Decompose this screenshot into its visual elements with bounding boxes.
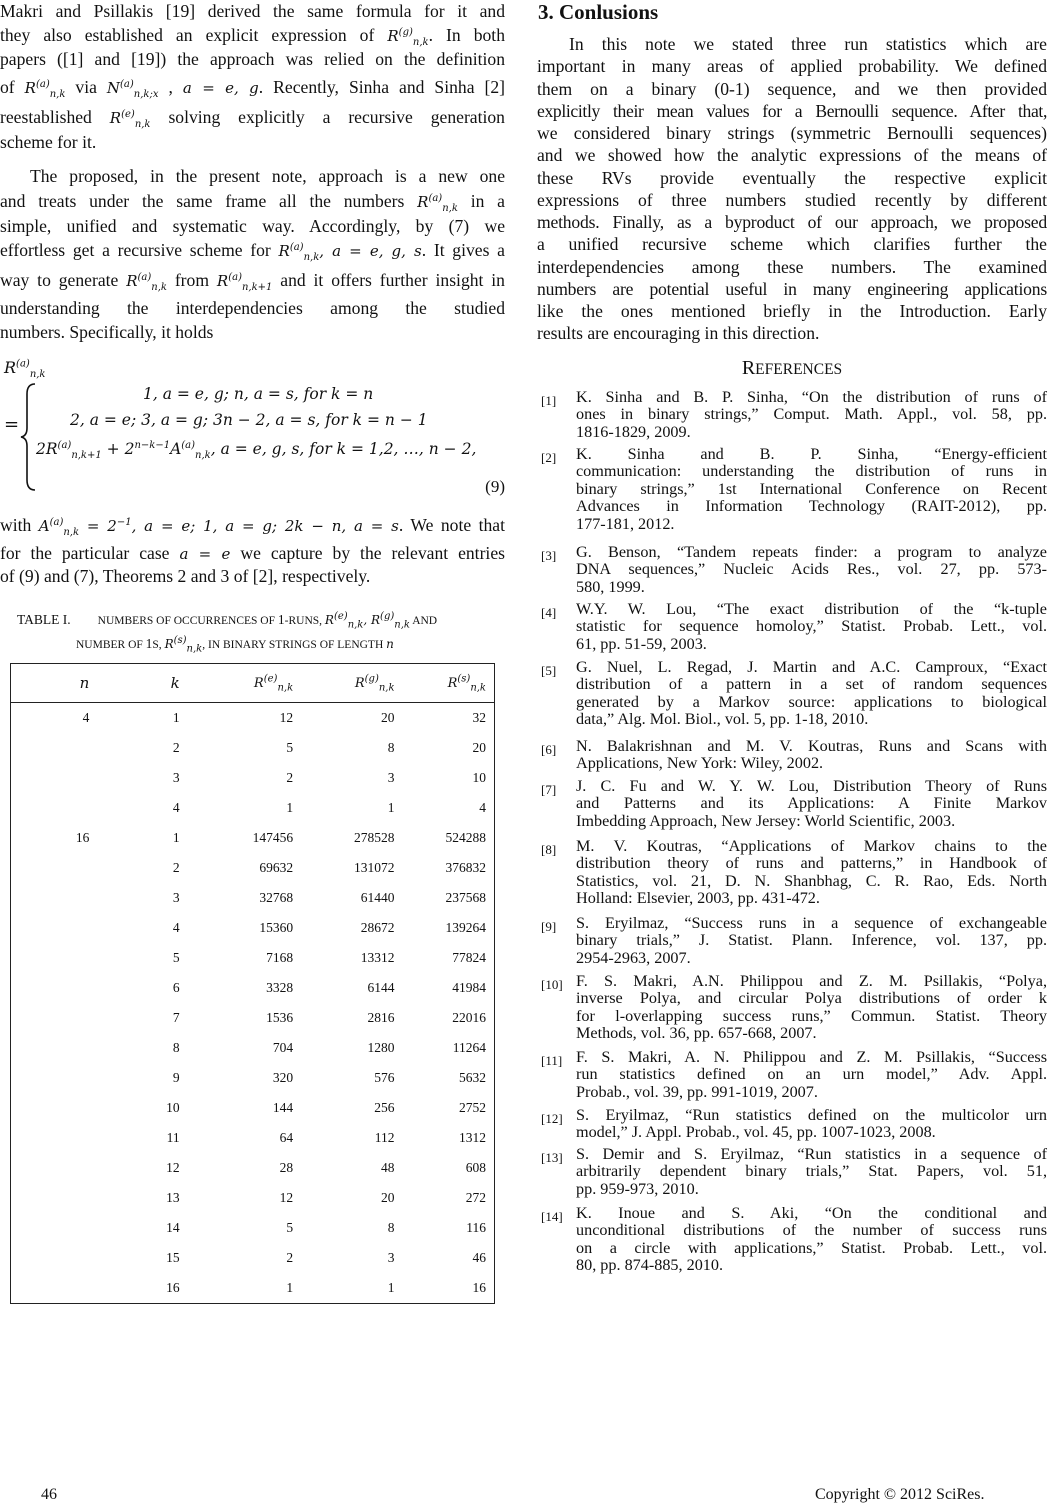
cell-rs: 376832 xyxy=(445,860,486,875)
cell-n xyxy=(11,1243,90,1273)
equation-case-2: 2, a = e; 3, a = g; 3n − 2, a = s, for k = n − 1 xyxy=(70,411,428,429)
reference-line: on a circle with applications,” Statist. Probab. Lett., vol. xyxy=(576,1238,1047,1257)
cell-rs: 2752 xyxy=(459,1100,486,1115)
cell-rg: 3 xyxy=(387,770,395,785)
text-line: In this note we stated three run statistics which are xyxy=(569,34,1047,54)
equation-case-3: $2R^{(a)}_{n,k+1} + 2^{n-k-1}A^{(a)}_{n,k}$, a = e, g, s, for k = 1,2, …, n − 2, xyxy=(36,439,477,462)
cell-k: 16 xyxy=(166,1280,180,1295)
cell-n xyxy=(11,1273,90,1304)
left-brace xyxy=(19,382,39,492)
reference-text xyxy=(576,838,1047,908)
cell-n xyxy=(11,1033,90,1063)
cell-rs: 139264 xyxy=(445,920,486,935)
text-line: and we showed how the analytic expressions of the means of xyxy=(537,145,1047,165)
table-row xyxy=(11,1183,495,1213)
equals-sign: = xyxy=(4,414,20,435)
reference-line: Methods, vol. 36, pp. 657-668, 2007. xyxy=(576,1024,817,1043)
cell-n xyxy=(11,973,90,1003)
reference-line: Advances in Information Technology (RAIT-2012), pp. xyxy=(576,497,1047,516)
reference-line: S. Eryilmaz, “Run statistics defined on the multicolor urn xyxy=(576,1106,1047,1124)
reference-text xyxy=(576,738,1047,773)
cell-re: 5 xyxy=(286,1220,294,1235)
header-k: k xyxy=(89,664,179,703)
cell-rs: 46 xyxy=(472,1250,486,1265)
cell-rs: 11264 xyxy=(452,1040,486,1055)
cell-k: 14 xyxy=(166,1220,180,1235)
table-row xyxy=(11,1093,495,1123)
text-line: explicitly their mean values for a Bernoulli sequence. After that, xyxy=(537,101,1047,121)
cell-re: 320 xyxy=(272,1070,294,1085)
table-row xyxy=(11,733,495,763)
reference-line: G. Benson, “Tandem repeats finder: a program to analyze xyxy=(576,543,1047,561)
reference-line: pp. 959-973, 2010. xyxy=(576,1179,699,1198)
references-heading-rest: EFERENCES xyxy=(755,361,843,378)
table-header-row xyxy=(11,664,495,703)
table-row xyxy=(11,823,495,853)
reference-text xyxy=(576,915,1047,967)
text-line: a unified recursive scheme which clarifies further the xyxy=(537,234,1047,254)
cell-n xyxy=(11,1123,90,1153)
reference-line: unconditional distributions of the number of success runs xyxy=(576,1221,1047,1240)
cell-rg: 3 xyxy=(387,1250,395,1265)
text-line: numbers. Specifically, it holds xyxy=(0,322,214,342)
reference-text xyxy=(576,1049,1047,1101)
cell-rs: 16 xyxy=(472,1280,486,1295)
cell-k: 7 xyxy=(172,1010,180,1025)
cell-k: 1 xyxy=(172,830,180,845)
reference-line: K. Sinha and B. P. Sinha, “On the distribution of runs of xyxy=(576,388,1047,406)
cell-rg: 1 xyxy=(387,800,395,815)
reference-line: DNA sequences,” Nucleic Acids Res., vol. 27, pp. 573- xyxy=(576,560,1047,579)
reference-text xyxy=(576,389,1047,441)
cell-rs: 524288 xyxy=(445,830,486,845)
cell-n xyxy=(11,913,90,943)
reference-line: 2954-2963, 2007. xyxy=(576,948,691,967)
cell-k: 13 xyxy=(166,1190,180,1205)
reference-number: [3] xyxy=(541,548,557,563)
reference-number: [1] xyxy=(541,393,557,408)
reference-line: distribution theory of runs and patterns,” in Handbook of xyxy=(576,854,1047,873)
table-row xyxy=(11,1153,495,1183)
text-line: papers ([1] and [19]) the approach was relied on the definition xyxy=(0,49,505,69)
cell-rg: 8 xyxy=(387,740,395,755)
cell-rs: 77824 xyxy=(452,950,486,965)
reference-line: arbitrarily dependent binary trials,” Stat. Papers, vol. 51, xyxy=(576,1162,1047,1181)
reference-line: Probab., vol. 39, pp. 991-1019, 2007. xyxy=(576,1082,818,1101)
cell-rs: 41984 xyxy=(452,980,486,995)
cell-rs: 20 xyxy=(472,740,486,755)
reference-text xyxy=(576,659,1047,729)
cell-n xyxy=(11,763,90,793)
reference-line: for l-overlapping success runs,” Commun. Statist. Theory xyxy=(576,1006,1047,1025)
cell-n xyxy=(11,883,90,913)
reference-text xyxy=(576,601,1047,653)
reference-line: S. Demir and S. Eryilmaz, “Run statistics in a sequence of xyxy=(576,1145,1047,1163)
table-row xyxy=(11,763,495,793)
cell-rg: 20 xyxy=(381,710,395,725)
cell-re: 64 xyxy=(279,1130,294,1145)
text-line: effortless get a recursive scheme for $R^{(a)}_{n,k}$, a = e, g, s. It gives a xyxy=(0,240,505,263)
text-line: understanding the interdependencies among the studied xyxy=(0,298,505,318)
text-line: with $A^{(a)}_{n,k} = 2^{-1}$, a = e; 1, a = g; 2k − n, a = s. We note that xyxy=(0,515,506,538)
caption-line-1: TABLE I. NUMBERS OF OCCURRENCES OF 1-RUNS, $R^{(e)}_{n,k}$, $R^{(g)}_{n,k}$ AND xyxy=(17,611,438,631)
cell-rg: 6144 xyxy=(367,980,395,995)
cell-rs: 10 xyxy=(472,770,486,785)
reference-line: model,” J. Appl. Probab., vol. 45, pp. 1007-1023, 2008. xyxy=(576,1123,936,1142)
cell-rg: 61440 xyxy=(360,890,395,905)
reference-text xyxy=(576,973,1047,1043)
text-line: methods. Finally, as a byproduct of our approach, we proposed xyxy=(537,212,1047,232)
equation-case-1: 1, a = e, g; n, a = s, for k = n xyxy=(143,385,374,403)
reference-number: [7] xyxy=(541,782,557,797)
table-body xyxy=(11,703,495,1304)
cell-n: 16 xyxy=(75,830,90,845)
text-line: scheme for it. xyxy=(0,132,97,152)
cell-rg: 2816 xyxy=(367,1010,395,1025)
reference-line: K. Sinha and B. P. Sinha, “Energy-efficient xyxy=(576,445,1047,463)
equation-number: (9) xyxy=(485,477,505,496)
text-line: of (9) and (7), Theorems 2 and 3 of [2], respectively. xyxy=(0,566,371,586)
cell-re: 704 xyxy=(272,1040,294,1055)
cell-n xyxy=(11,943,90,973)
cell-n xyxy=(11,793,90,823)
reference-line: binary trials,” J. Statist. Plann. Inference, vol. 137, pp. xyxy=(576,931,1047,950)
reference-number: [13] xyxy=(541,1150,563,1165)
cell-rg: 1 xyxy=(387,1280,395,1295)
cell-re: 5 xyxy=(286,740,294,755)
reference-line: F. S. Makri, A. N. Philippou and Z. M. Psillakis, “Success xyxy=(576,1048,1047,1066)
reference-line: W.Y. W. Lou, “The exact distribution of the “k-tuple xyxy=(576,600,1047,618)
reference-number: [8] xyxy=(541,842,557,857)
reference-line: S. Eryilmaz, “Success runs in a sequence of exchangeable xyxy=(576,914,1047,932)
table-row xyxy=(11,1123,495,1153)
reference-line: Holland: Elsevier, 2003, pp. 431-472. xyxy=(576,889,820,908)
reference-line: 61, pp. 51-59, 2003. xyxy=(576,634,707,653)
reference-line: Applications, New York: Wiley, 2002. xyxy=(576,754,824,773)
table-row xyxy=(11,1063,495,1093)
reference-line: and Patterns and its Applications: A Finite Markov xyxy=(576,794,1047,813)
cell-n xyxy=(11,1003,90,1033)
cell-rg: 256 xyxy=(374,1100,395,1115)
cell-rg: 112 xyxy=(374,1130,395,1145)
cell-n xyxy=(11,1093,90,1123)
cell-re: 12 xyxy=(279,1190,294,1205)
cell-rg: 576 xyxy=(374,1070,395,1085)
cell-re: 15360 xyxy=(259,920,294,935)
reference-line: K. Inoue and S. Aki, “On the conditional and xyxy=(576,1204,1047,1222)
cell-rs: 237568 xyxy=(445,890,486,905)
text-line: them on a binary (0-1) sequence, and we then provided xyxy=(537,79,1047,99)
reference-line: ones in binary strings,” Comput. Math. Appl., vol. 58, pp. xyxy=(576,405,1047,424)
cell-k: 6 xyxy=(172,980,180,995)
equation-9 xyxy=(0,352,505,497)
reference-line: communication: understanding the distribution of runs in xyxy=(576,462,1047,481)
table-row xyxy=(11,1003,495,1033)
references-heading-initial: R xyxy=(741,357,756,379)
page-number: 46 xyxy=(41,1486,57,1503)
cell-n xyxy=(11,1183,90,1213)
cell-rs: 22016 xyxy=(452,1010,486,1025)
table-row xyxy=(11,913,495,943)
reference-text xyxy=(576,1107,1047,1142)
cell-re: 1536 xyxy=(266,1010,294,1025)
cell-n xyxy=(11,733,90,763)
reference-line: 177-181, 2012. xyxy=(576,514,675,533)
cell-k: 11 xyxy=(166,1130,180,1145)
reference-line: 80, pp. 874-885, 2010. xyxy=(576,1256,724,1275)
reference-line: J. C. Fu and W. Y. W. Lou, Distribution Theory of Runs xyxy=(576,777,1047,795)
reference-number: [10] xyxy=(541,977,563,992)
text-line: reestablished $R^{(e)}_{n,k}$ solving explicitly a recursive generation xyxy=(0,107,505,130)
reference-line: N. Balakrishnan and M. V. Koutras, Runs and Scans with xyxy=(576,737,1047,755)
reference-line: binary strings,” 1st International Conference on Recent xyxy=(576,479,1047,498)
reference-line: Imbedding Approach, New Jersey: World Scientific, 2003. xyxy=(576,811,956,830)
cell-rg: 13312 xyxy=(360,950,395,965)
text-line: interdependencies among these numbers. The examined xyxy=(537,257,1047,277)
cell-re: 1 xyxy=(286,800,294,815)
table-row xyxy=(11,1213,495,1243)
cell-re: 3328 xyxy=(266,980,294,995)
cell-re: 69632 xyxy=(259,860,294,875)
cell-rg: 131072 xyxy=(354,860,395,875)
cell-k: 3 xyxy=(172,770,180,785)
table-row xyxy=(11,973,495,1003)
text-line: way to generate $R^{(a)}_{n,k}$ from $R^{(a)}_{n,k+1}$ and it offers further insight in xyxy=(0,270,505,293)
reference-line: 580, 1999. xyxy=(576,577,645,596)
reference-line: distribution of a pattern in a set of random sequences xyxy=(576,675,1047,694)
reference-text xyxy=(576,1146,1047,1198)
cell-rs: 116 xyxy=(466,1220,486,1235)
cell-re: 1 xyxy=(286,1280,294,1295)
cell-n xyxy=(11,1213,90,1243)
text-line: we considered binary strings (symmetric Bernoulli sequences) xyxy=(537,123,1047,143)
text-line: simple, unified and systematic way. Accordingly, by (7) we xyxy=(0,216,505,236)
table-row xyxy=(11,1273,495,1304)
cell-re: 144 xyxy=(272,1100,294,1115)
header-re: $R^{(e)}_{n,k}$ xyxy=(180,664,293,703)
cell-rg: 28672 xyxy=(360,920,395,935)
reference-number: [6] xyxy=(541,742,557,757)
reference-line: M. V. Koutras, “Applications of Markov chains to the xyxy=(576,837,1047,855)
runs-table xyxy=(10,663,495,1304)
cell-re: 28 xyxy=(279,1160,294,1175)
reference-line: inverse Polya, and circular Polya distributions of order k xyxy=(576,989,1047,1008)
cell-re: 147456 xyxy=(252,830,294,845)
cell-k: 15 xyxy=(166,1250,180,1265)
header-n: n xyxy=(11,664,90,703)
cell-k: 8 xyxy=(172,1040,180,1055)
reference-text xyxy=(576,544,1047,596)
references-heading xyxy=(537,357,1047,380)
reference-line: F. S. Makri, A.N. Philippou and Z. M. Psillakis, “Polya, xyxy=(576,972,1047,990)
table-row xyxy=(11,943,495,973)
text-line: of $R^{(a)}_{n,k}$ via $N^{(a)}_{n,k;x}$ , a = e, g. Recently, Sinha and Sinha [2] xyxy=(0,77,506,100)
reference-line: statistic for sequence homoloy,” Statist. Probab. Lett., vol. xyxy=(576,617,1047,636)
reference-number: [14] xyxy=(541,1209,563,1224)
reference-text xyxy=(576,778,1047,830)
cell-k: 2 xyxy=(172,860,180,875)
cell-re: 2 xyxy=(286,770,294,785)
cell-k: 12 xyxy=(166,1160,180,1175)
text-line: and treats under the same frame all the numbers $R^{(a)}_{n,k}$ in a xyxy=(0,191,505,214)
reference-line: data,” Alg. Mol. Biol., vol. 5, pp. 1-18, 2010. xyxy=(576,710,869,729)
reference-text xyxy=(576,1205,1047,1275)
cell-rs: 4 xyxy=(479,800,486,815)
text-line: they also established an explicit expression of $R^{(g)}_{n,k}$. In both xyxy=(0,25,505,48)
reference-line: Statistics, vol. 21, D. N. Shanbhag, C. R. Rao, Eds. North xyxy=(576,871,1047,890)
cell-n xyxy=(11,1153,90,1183)
cell-n: 4 xyxy=(82,710,90,725)
cell-k: 5 xyxy=(172,950,180,965)
cell-re: 32768 xyxy=(259,890,294,905)
cell-k: 10 xyxy=(166,1100,180,1115)
text-line: for the particular case a = e we capture by the relevant entries xyxy=(0,543,505,563)
table-row xyxy=(11,1243,495,1273)
cell-re: 7168 xyxy=(266,950,294,965)
cell-rg: 20 xyxy=(381,1190,395,1205)
caption-line-2: NUMBER OF 1S, $R^{(s)}_{n,k}$, IN BINARY STRINGS OF LENGTH n xyxy=(76,635,394,655)
reference-number: [4] xyxy=(541,605,557,620)
header-rs: $R^{(s)}_{n,k}$ xyxy=(395,664,495,703)
cell-rg: 48 xyxy=(381,1160,395,1175)
text-line: The proposed, in the present note, approach is a new one xyxy=(30,166,505,186)
reference-line: G. Nuel, L. Regad, J. Martin and A.C. Camproux, “Exact xyxy=(576,658,1047,676)
reference-line: 1816-1829, 2009. xyxy=(576,422,691,441)
reference-line: generated by a Markov source: applications to biological xyxy=(576,692,1047,711)
cell-n xyxy=(11,853,90,883)
table-row xyxy=(11,853,495,883)
cell-rg: 8 xyxy=(387,1220,395,1235)
table-row xyxy=(11,883,495,913)
cell-rs: 5632 xyxy=(459,1070,486,1085)
reference-number: [9] xyxy=(541,919,557,934)
reference-number: [5] xyxy=(541,663,557,678)
reference-number: [11] xyxy=(541,1053,563,1068)
cell-rs: 1312 xyxy=(459,1130,486,1145)
reference-text xyxy=(576,446,1047,533)
cell-k: 3 xyxy=(172,890,180,905)
reference-number: [2] xyxy=(541,450,557,465)
table-row xyxy=(11,703,495,734)
text-line: these RVs provide eventually the respective explicit xyxy=(537,168,1047,188)
cell-re: 12 xyxy=(279,710,294,725)
cell-rg: 1280 xyxy=(367,1040,395,1055)
section-title: 3. Conlusions xyxy=(538,0,659,24)
equation-lhs: $R^{(a)}_{n,k}$ xyxy=(4,358,46,381)
text-line: results are encouraging in this direction. xyxy=(537,323,820,343)
cell-rs: 608 xyxy=(465,1160,486,1175)
cell-n xyxy=(11,1063,90,1093)
text-line: important in many areas of applied probability. We defined xyxy=(537,56,1047,76)
table-row xyxy=(11,793,495,823)
cell-k: 2 xyxy=(172,740,180,755)
cell-k: 4 xyxy=(172,800,180,815)
cell-k: 1 xyxy=(172,710,180,725)
cell-rg: 278528 xyxy=(354,830,395,845)
copyright: Copyright © 2012 SciRes. xyxy=(815,1486,985,1503)
table-row xyxy=(11,1033,495,1063)
text-line: like the ones mentioned briefly in the Introduction. Early xyxy=(537,301,1047,321)
reference-number: [12] xyxy=(541,1111,563,1126)
cell-k: 4 xyxy=(172,920,180,935)
cell-rs: 272 xyxy=(465,1190,486,1205)
text-line: numbers are potential useful in many engineering applications xyxy=(537,279,1047,299)
cell-re: 2 xyxy=(286,1250,294,1265)
cell-rs: 32 xyxy=(472,710,486,725)
cell-k: 9 xyxy=(172,1070,180,1085)
header-rg: $R^{(g)}_{n,k}$ xyxy=(293,664,394,703)
text-line: expressions of three numbers studied recently by different xyxy=(537,190,1047,210)
reference-line: run statistics defined on an urn model,” Adv. Appl. xyxy=(576,1065,1047,1084)
text-line: Makri and Psillakis [19] derived the same formula for it and xyxy=(0,1,505,21)
